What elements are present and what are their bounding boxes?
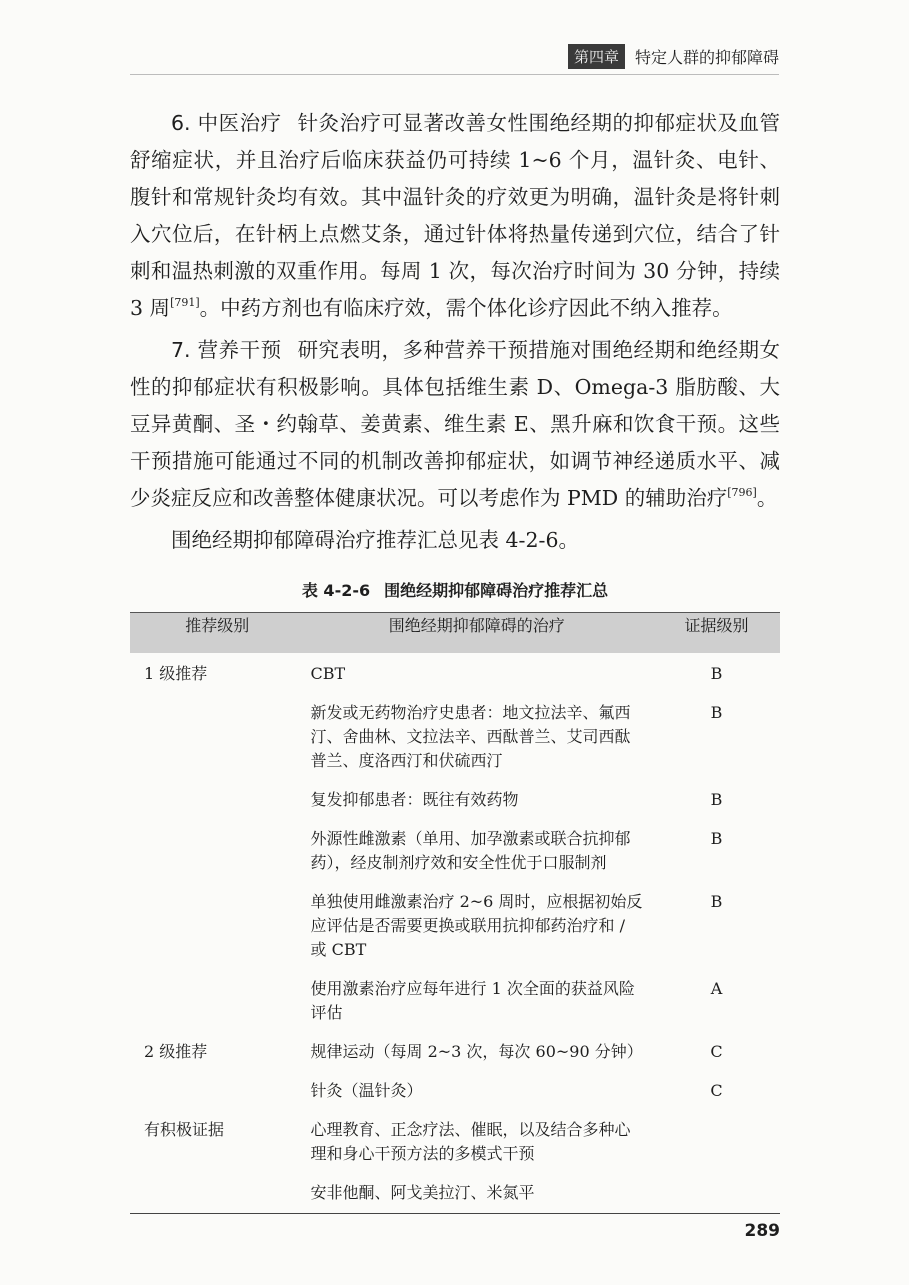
paragraph-summary — [130, 522, 780, 559]
cell-evidence: B — [710, 664, 723, 683]
cell-level — [130, 818, 290, 881]
cell-treatment: 使用激素治疗应每年进行 1 次全面的获益风险评估 — [310, 979, 635, 1022]
chapter-title: 特定人群的抑郁障碍 — [634, 48, 779, 67]
cell-evidence: C — [710, 1081, 723, 1100]
table-row — [130, 1070, 780, 1109]
paragraph-text: 围绝经期抑郁障碍治疗推荐汇总见表 4-2-6。 — [171, 528, 579, 552]
cell-level — [130, 779, 290, 818]
header-evidence: 证据级别 — [653, 613, 780, 654]
cell-evidence: B — [710, 703, 723, 722]
paragraph-tail: 。 — [756, 486, 778, 510]
cell-level — [130, 1172, 290, 1214]
running-header — [568, 44, 779, 69]
table-caption — [130, 578, 780, 601]
cell-evidence: B — [710, 892, 723, 911]
table-number: 表 4-2-6 — [301, 581, 371, 600]
paragraph-text: 针灸治疗可显著改善女性围绝经期的抑郁症状及血管舒缩症状，并且治疗后临床获益仍可持续 1~6 个月，温针灸、电针、腹针和常规针灸均有效。其中温针灸的疗效更为明确，温针灸是将针刺入穴位后，在针柄上点燃艾条，通过针体将热量传递到穴位，结合了针刺和温热刺激的双重作用。每周 1 次，每次治疗时间为 30 分钟，持续 3 周 — [130, 111, 780, 320]
table-row — [130, 692, 780, 779]
paragraph-tcm — [130, 105, 780, 327]
table-row — [130, 968, 780, 1031]
cell-evidence: B — [710, 790, 723, 809]
header-level: 推荐级别 — [130, 613, 290, 654]
paragraph-text: 研究表明，多种营养干预措施对围绝经期和绝经期女性的抑郁症状有积极影响。具体包括维生素 D、Omega-3 脂肪酸、大豆异黄酮、圣・约翰草、姜黄素、维生素 E、黑升麻和饮食干预。这些干预措施可能通过不同的机制改善抑郁症状，如调节神经递质水平、减少炎症反应和改善整体健康状况。可以考虑作为 PMD 的辅助治疗 — [130, 338, 780, 510]
cell-level — [130, 968, 290, 1031]
section-heading: 7. 营养干预 — [171, 338, 282, 362]
table-row — [130, 1172, 780, 1214]
cell-evidence: C — [710, 1042, 723, 1061]
table-row — [130, 779, 780, 818]
cell-evidence — [653, 1109, 780, 1172]
cell-treatment: 外源性雌激素（单用、加孕激素或联合抗抑郁药），经皮制剂疗效和安全性优于口服制剂 — [310, 829, 631, 872]
citation-ref: [791] — [170, 296, 200, 309]
table-row — [130, 653, 780, 692]
cell-treatment: CBT — [310, 664, 346, 683]
table-header-row — [130, 613, 780, 654]
header-divider — [130, 74, 779, 75]
cell-evidence: A — [710, 979, 723, 998]
cell-level: 1 级推荐 — [144, 664, 208, 683]
paragraph-tail: 。中药方剂也有临床疗效，需个体化诊疗因此不纳入推荐。 — [199, 296, 733, 320]
cell-level: 有积极证据 — [144, 1120, 225, 1139]
section-heading: 6. 中医治疗 — [171, 111, 282, 135]
chapter-tag: 第四章 — [568, 44, 625, 69]
table-title: 围绝经期抑郁障碍治疗推荐汇总 — [384, 581, 609, 600]
table-row — [130, 818, 780, 881]
cell-treatment: 新发或无药物治疗史患者：地文拉法辛、氟西汀、舍曲林、文拉法辛、西酞普兰、艾司西酞普兰、度洛西汀和伏硫西汀 — [310, 703, 631, 770]
citation-ref: [796] — [727, 486, 757, 499]
cell-level — [130, 881, 290, 968]
page-number: 289 — [744, 1221, 780, 1241]
table-row — [130, 1031, 780, 1070]
cell-level: 2 级推荐 — [144, 1042, 208, 1061]
cell-treatment: 单独使用雌激素治疗 2~6 周时，应根据初始反应评估是否需要更换或联用抗抑郁药治疗和 / 或 CBT — [310, 892, 643, 959]
cell-evidence: B — [710, 829, 723, 848]
table-row — [130, 1109, 780, 1172]
recommendation-table — [130, 612, 780, 1214]
cell-treatment: 复发抑郁患者：既往有效药物 — [310, 790, 519, 809]
cell-treatment: 规律运动（每周 2~3 次，每次 60~90 分钟） — [310, 1042, 643, 1061]
paragraph-nutrition — [130, 332, 780, 517]
cell-treatment: 安非他酮、阿戈美拉汀、米氮平 — [290, 1172, 653, 1214]
cell-evidence — [653, 1172, 780, 1214]
cell-level — [130, 1070, 290, 1109]
cell-treatment: 针灸（温针灸） — [310, 1081, 423, 1100]
header-treatment: 围绝经期抑郁障碍的治疗 — [290, 613, 653, 654]
cell-level — [130, 692, 290, 779]
body-text — [130, 105, 780, 564]
table-row — [130, 881, 780, 968]
cell-treatment: 心理教育、正念疗法、催眠，以及结合多种心理和身心干预方法的多模式干预 — [310, 1120, 631, 1163]
